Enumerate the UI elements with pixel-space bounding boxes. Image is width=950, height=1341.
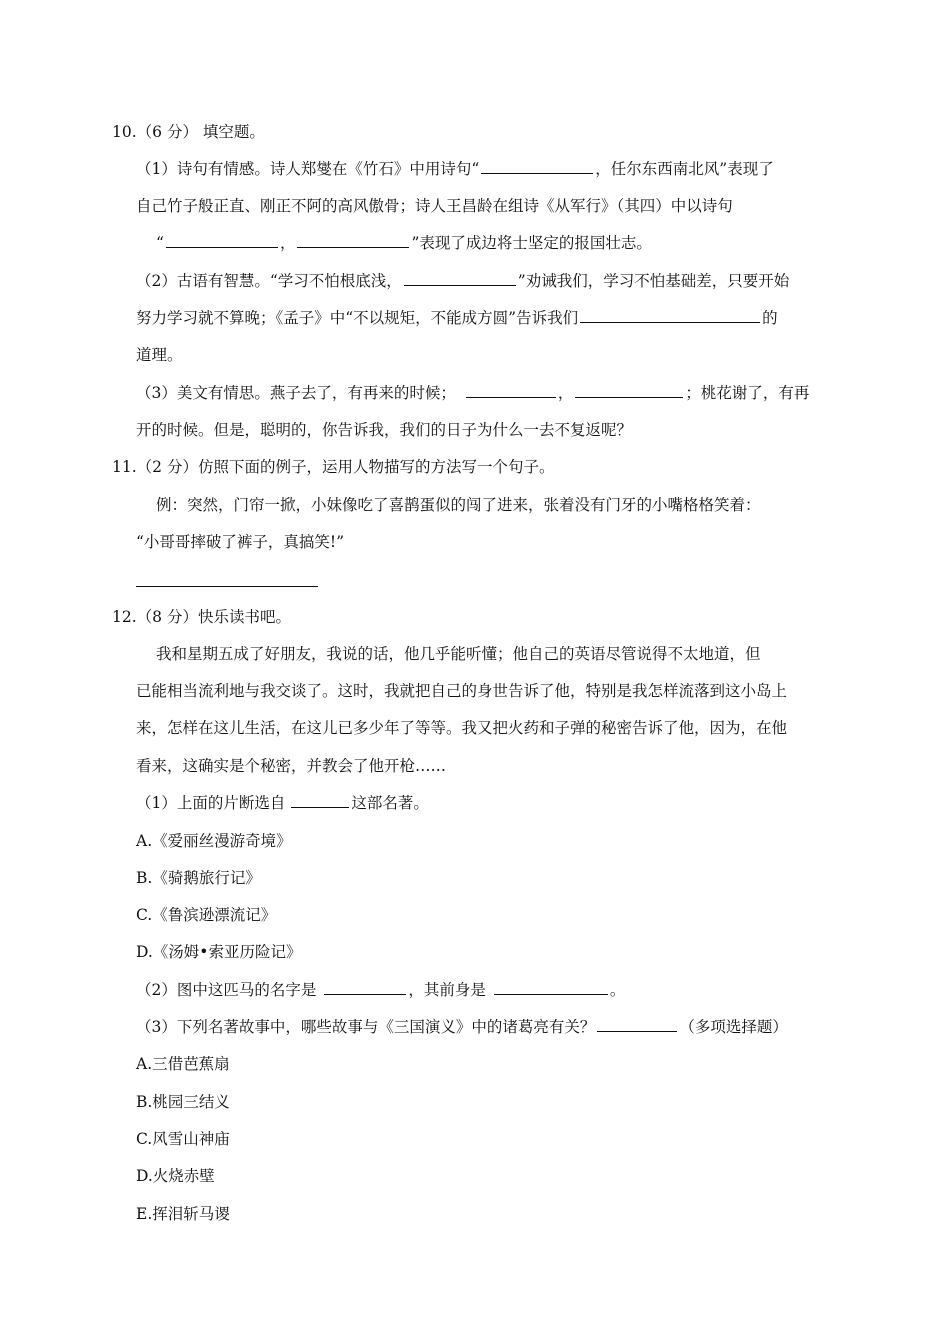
option-a: A.三借芭蕉扇: [136, 1055, 230, 1073]
comma: ，: [279, 234, 296, 252]
q12-header: 12.（8 分）快乐读书吧。: [112, 608, 291, 626]
q10-p2-line1-post: ”劝诫我们，学习不怕基础差，只要开始: [517, 272, 790, 290]
answer-blank[interactable]: [597, 1016, 677, 1032]
open-quote: “: [156, 234, 164, 252]
q12-sub3-pre: （3）下列名著故事中，哪些故事与《三国演义》中的诸葛亮有关？: [136, 1018, 596, 1036]
answer-blank[interactable]: [575, 382, 683, 398]
q11-example-line2: “小哥哥摔破了裤子，真搞笑!”: [136, 533, 345, 551]
q12-sub1: [136, 792, 429, 814]
answer-blank[interactable]: [297, 232, 409, 248]
answer-blank[interactable]: [466, 382, 556, 398]
q11-header: 11.（2 分）仿照下面的例子，运用人物描写的方法写一个句子。: [112, 458, 555, 476]
q12-sub3: [136, 1016, 788, 1038]
answer-blank[interactable]: [291, 792, 349, 808]
q10-p1-line3-post: ”表现了成边将士坚定的报国壮志。: [411, 234, 652, 252]
q10-p3-line1-post: ；桃花谢了，有再: [685, 384, 810, 402]
q10-p1-line3: [156, 232, 652, 254]
q12-passage-line2: 已能相当流利地与我交谈了。这时，我就把自己的身世告诉了他，特别是我怎样流落到这小岛上: [136, 682, 788, 700]
q10-p3-line1: [136, 382, 809, 404]
q12-passage-line3: 来，怎样在这儿生活，在这儿已多少年了等等。我又把火药和子弹的秘密告诉了他，因为，在他: [136, 719, 788, 737]
q10-p3-line2: 开的时候。但是，聪明的，你告诉我，我们的日子为什么一去不复返呢？: [136, 421, 633, 439]
comma: ，: [557, 384, 574, 402]
q10-p1-line2: 自己竹子般正直、刚正不阿的高风傲骨；诗人王昌龄在组诗《从军行》（其四）中以诗句: [136, 197, 733, 215]
q10-p2-line2: [136, 307, 778, 329]
q12-sub1-pre: （1）上面的片断选自: [136, 794, 286, 812]
option-c: C.风雪山神庙: [136, 1130, 230, 1148]
option-d: D.火烧赤壁: [136, 1167, 215, 1185]
answer-blank[interactable]: [580, 307, 760, 323]
answer-blank[interactable]: [324, 979, 406, 995]
q10-p1-line1-post: ，任尔东西南北风”表现了: [595, 160, 774, 178]
q12-sub2: [136, 979, 625, 1001]
q10-p2-line1: [136, 270, 789, 292]
answer-line[interactable]: [136, 586, 318, 587]
q12-sub2-post: 。: [609, 981, 626, 999]
q10-p2-line2-pre: 努力学习就不算晚；《孟子》中“不以规矩，不能成方圆”告诉我们: [136, 309, 579, 327]
answer-blank[interactable]: [404, 270, 516, 286]
q10-p2-line2-post: 的: [762, 309, 778, 327]
option-b: B.桃园三结义: [136, 1093, 230, 1111]
q12-sub2-pre: （2）图中这匹马的名字是: [136, 981, 317, 999]
q12-passage-line4: 看来，这确实是个秘密，并教会了他开枪……: [136, 757, 447, 775]
q11-example-line1: 例：突然，门帘一掀，小妹像吃了喜鹊蛋似的闯了进来，张着没有门牙的小嘴格格笑着：: [156, 496, 761, 514]
q10-p3-line1-pre: （3）美文有情思。燕子去了，有再来的时候；: [136, 384, 456, 402]
q12-sub1-post: 这部名著。: [351, 794, 429, 812]
q10-p2-line3: 道理。: [136, 346, 183, 364]
q10-p1-line1: [136, 158, 774, 180]
option-b: B.《骑鹅旅行记》: [136, 869, 261, 887]
q12-passage-line1: 我和星期五成了好朋友，我说的话，他几乎能听懂；他自己的英语尽管说得不太地道，但: [156, 645, 761, 663]
q12-sub3-post: （多项选择题）: [679, 1018, 788, 1036]
option-e: E.挥泪斩马谡: [136, 1205, 230, 1223]
q10-p1-line1-pre: （1）诗句有情感。诗人郑燮在《竹石》中用诗句“: [136, 160, 480, 178]
option-d: D.《汤姆•索亚历险记》: [136, 943, 302, 961]
q12-sub2-mid: ，其前身是: [408, 981, 486, 999]
option-c: C.《鲁滨逊漂流记》: [136, 906, 277, 924]
answer-blank[interactable]: [481, 158, 593, 174]
answer-blank[interactable]: [494, 979, 608, 995]
answer-blank[interactable]: [166, 232, 278, 248]
q10-p2-line1-pre: （2）古语有智慧。“学习不怕根底浅，: [136, 272, 402, 290]
option-a: A.《爱丽丝漫游奇境》: [136, 832, 292, 850]
q10-header: 10.（6 分） 填空题。: [112, 123, 265, 141]
